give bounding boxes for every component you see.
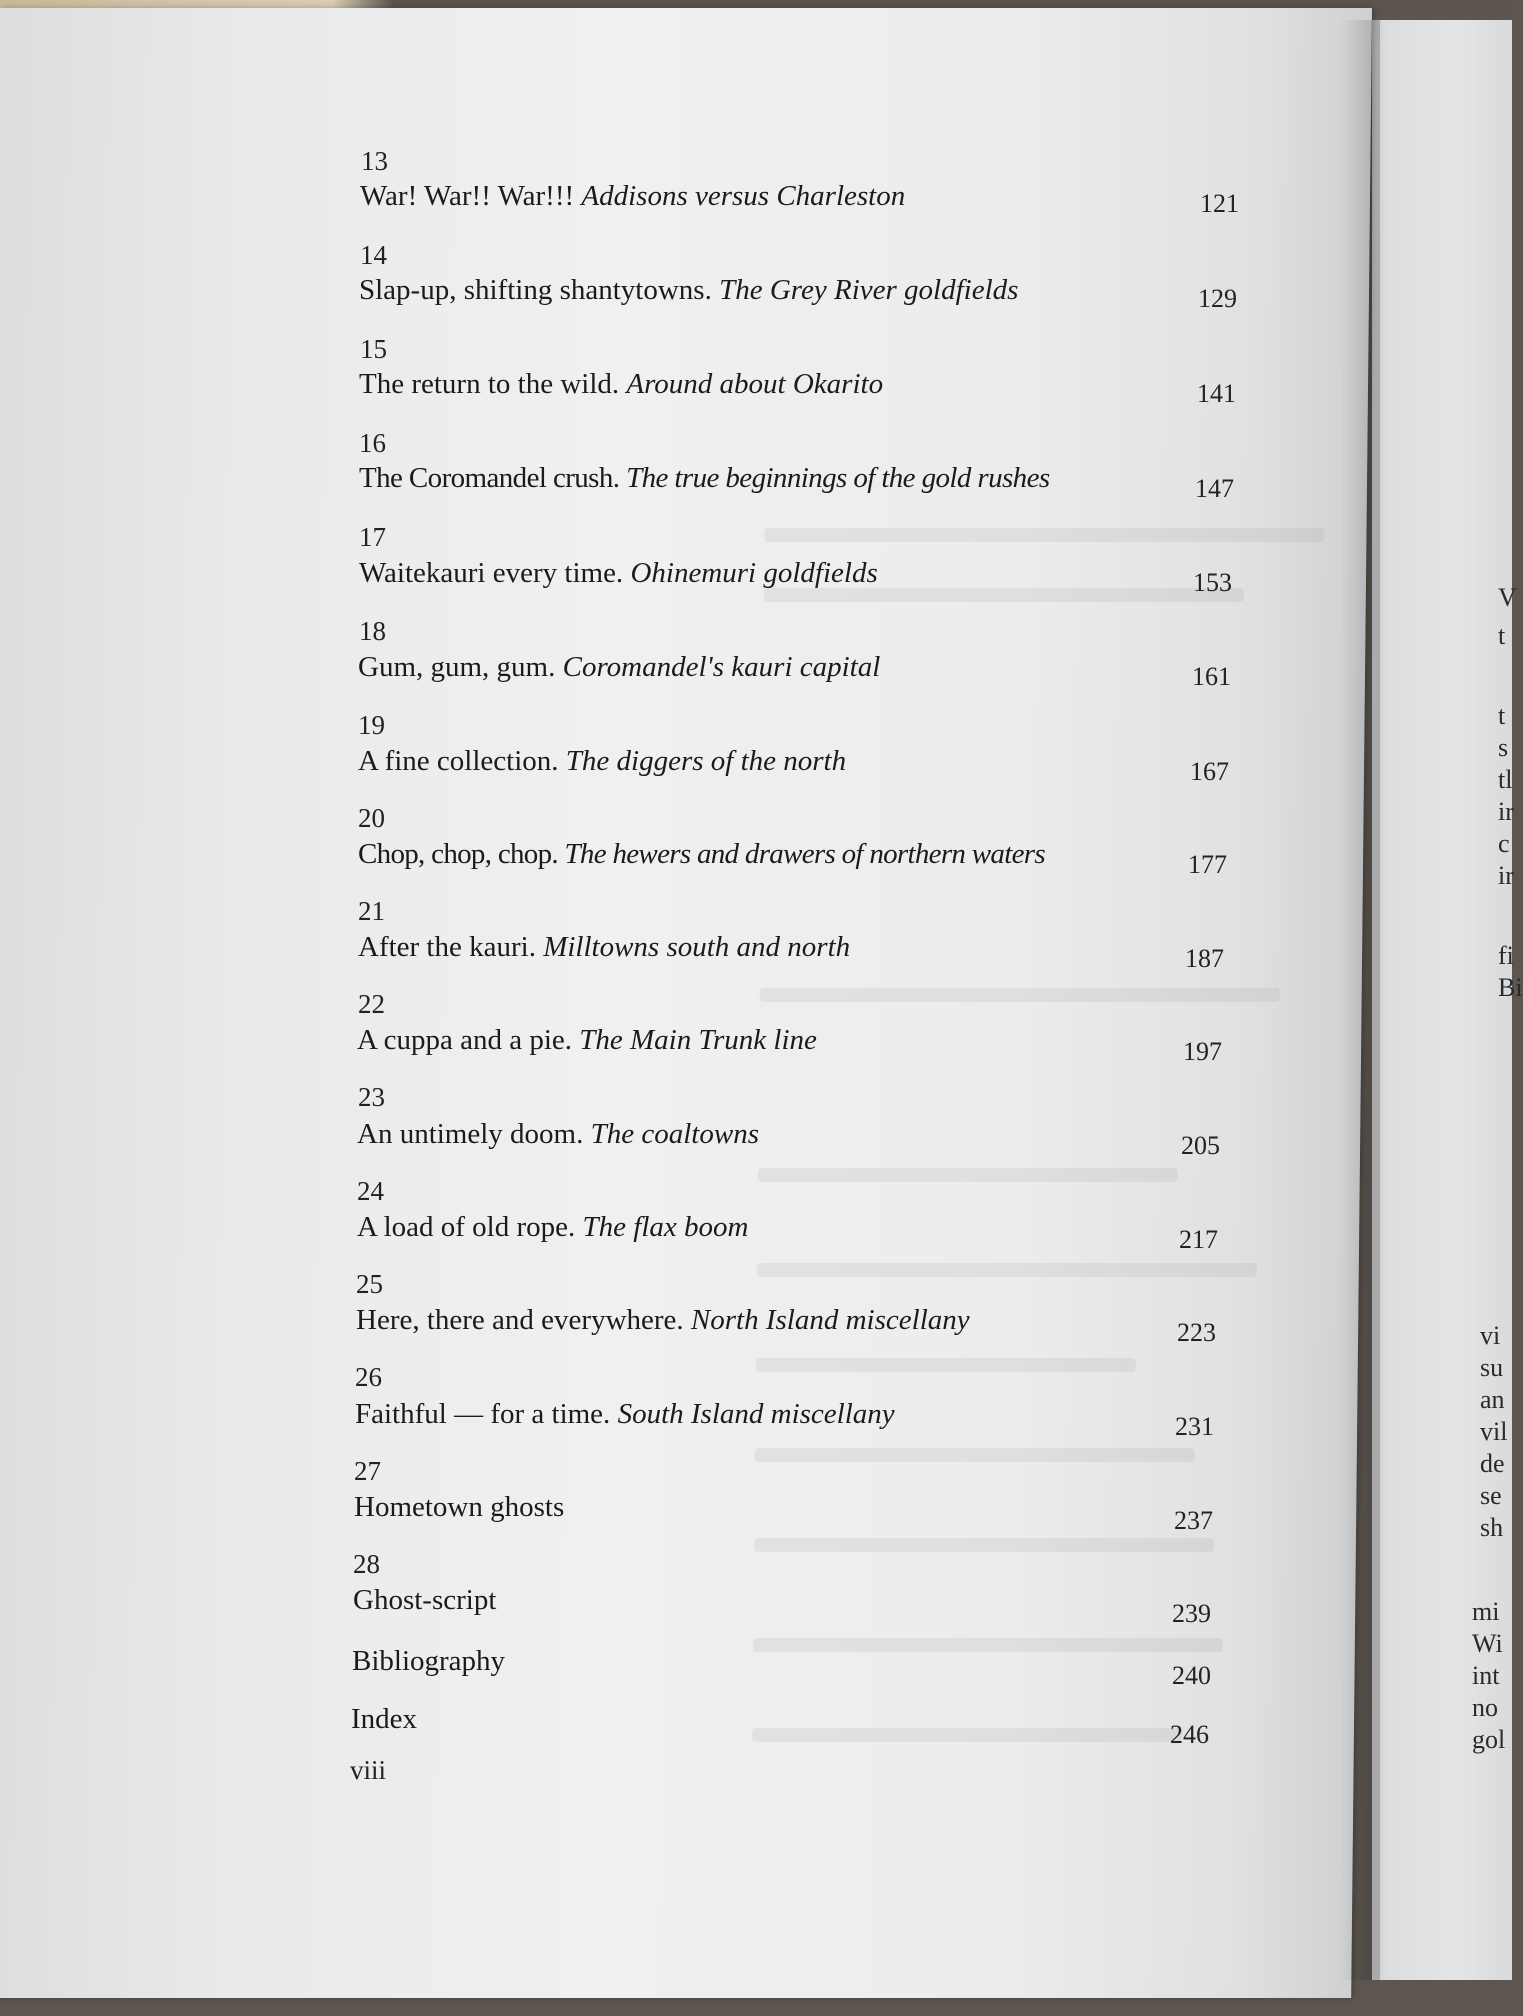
chapter-title: [354, 1491, 564, 1524]
facing-page-fragment: vi: [1480, 1321, 1501, 1350]
chapter-main-title: A fine collection.: [358, 745, 559, 777]
chapter-page-number: 223: [1177, 1318, 1216, 1347]
facing-page-fragment: su: [1480, 1353, 1504, 1382]
chapter-main-title: Index: [351, 1703, 418, 1735]
chapter-subtitle: South Island miscellany: [617, 1398, 895, 1430]
chapter-main-title: Here, there and everywhere.: [356, 1304, 684, 1336]
chapter-page-number: 237: [1174, 1506, 1213, 1535]
chapter-subtitle: Addisons versus Charleston: [581, 180, 906, 212]
chapter-main-title: War! War!! War!!!: [360, 180, 575, 212]
chapter-subtitle: The true beginnings of the gold rushes: [626, 462, 1050, 494]
facing-page-fragment: sh: [1480, 1513, 1504, 1542]
facing-page-fragment: t: [1498, 701, 1506, 730]
chapter-subtitle: The Grey River goldfields: [719, 274, 1019, 306]
chapter-title: [358, 931, 850, 964]
chapter-number: 26: [355, 1362, 382, 1392]
chapter-subtitle: The coaltowns: [590, 1118, 759, 1150]
chapter-subtitle: Coromandel's kauri capital: [562, 651, 881, 683]
chapter-title: [358, 745, 846, 778]
chapter-title: [359, 368, 883, 401]
facing-page-fragment: V: [1498, 583, 1517, 612]
chapter-main-title: A cuppa and a pie.: [357, 1024, 573, 1056]
chapter-page-number: 147: [1195, 474, 1234, 503]
chapter-page-number: 205: [1181, 1131, 1220, 1160]
facing-page-fragment: Wi: [1472, 1629, 1503, 1658]
facing-page-fragment: fi: [1498, 941, 1514, 970]
chapter-page-number: 246: [1170, 1720, 1209, 1749]
chapter-title: [357, 1024, 817, 1057]
chapter-title: [359, 274, 1018, 307]
chapter-title: [357, 1211, 748, 1244]
chapter-page-number: 121: [1200, 189, 1239, 218]
chapter-subtitle: The diggers of the north: [565, 745, 847, 777]
chapter-page-number: 167: [1190, 757, 1229, 786]
chapter-page-number: 217: [1179, 1225, 1218, 1254]
chapter-main-title: After the kauri.: [358, 931, 536, 963]
facing-page-fragment: int: [1472, 1661, 1500, 1690]
facing-page-fragment: mi: [1472, 1597, 1500, 1626]
chapter-main-title: Bibliography: [352, 1645, 506, 1677]
chapter-main-title: Waitekauri every time.: [359, 557, 624, 589]
chapter-page-number: 239: [1172, 1599, 1211, 1628]
chapter-number: 27: [354, 1456, 381, 1486]
facing-page-fragment: no: [1472, 1693, 1498, 1722]
chapter-subtitle: The hewers and drawers of northern waters: [564, 838, 1045, 870]
index-entry: [351, 1703, 417, 1736]
chapter-main-title: Ghost-script: [353, 1584, 497, 1616]
chapter-subtitle: The Main Trunk line: [579, 1024, 817, 1056]
chapter-number: 14: [360, 240, 387, 270]
facing-page-fragment: s: [1498, 733, 1509, 762]
chapter-title: [355, 1398, 895, 1431]
facing-page-fragment: vil: [1480, 1417, 1508, 1446]
chapter-subtitle: Around about Okarito: [626, 368, 884, 400]
bibliography-entry: [352, 1645, 505, 1678]
chapter-page-number: 240: [1172, 1661, 1211, 1690]
chapter-number: 17: [359, 522, 386, 552]
chapter-main-title: Faithful — for a time.: [355, 1398, 611, 1430]
chapter-title: [358, 838, 1045, 871]
chapter-page-number: 177: [1188, 850, 1227, 879]
facing-page-fragment: de: [1480, 1449, 1505, 1478]
chapter-title: [359, 557, 878, 590]
chapter-page-number: 197: [1183, 1037, 1222, 1066]
chapter-main-title: The Coromandel crush.: [359, 462, 620, 494]
chapter-main-title: Hometown ghosts: [354, 1491, 565, 1523]
chapter-main-title: Slap-up, shifting shantytowns.: [359, 274, 712, 306]
chapter-number: 16: [359, 428, 386, 458]
facing-page-fragment: ir: [1498, 861, 1514, 890]
facing-page-fragment: an: [1480, 1385, 1505, 1414]
chapter-subtitle: Milltowns south and north: [543, 931, 851, 963]
facing-page-fragment: gol: [1472, 1725, 1506, 1754]
chapter-number: 23: [358, 1082, 385, 1112]
chapter-number: 28: [353, 1549, 380, 1579]
chapter-subtitle: The flax boom: [582, 1211, 749, 1243]
chapter-subtitle: Ohinemuri goldfields: [630, 557, 878, 589]
chapter-title: [357, 1118, 759, 1151]
chapter-number: 25: [356, 1269, 383, 1299]
chapter-page-number: 161: [1192, 662, 1231, 691]
facing-page-fragment: ir: [1498, 797, 1514, 826]
chapter-number: 19: [358, 710, 385, 740]
chapter-title: [353, 1584, 496, 1617]
chapter-number: 18: [359, 616, 386, 646]
chapter-page-number: 231: [1175, 1412, 1214, 1441]
chapter-page-number: 153: [1193, 568, 1232, 597]
chapter-main-title: A load of old rope.: [357, 1211, 576, 1243]
chapter-number: 13: [361, 146, 388, 176]
chapter-main-title: An untimely doom.: [357, 1118, 584, 1150]
chapter-main-title: Chop, chop, chop.: [358, 838, 558, 870]
chapter-main-title: The return to the wild.: [359, 368, 620, 400]
facing-page-fragment: c: [1498, 829, 1510, 858]
chapter-number: 24: [357, 1176, 384, 1206]
chapter-page-number: 187: [1185, 944, 1224, 973]
facing-page-fragment: Bi: [1498, 973, 1523, 1002]
chapter-title: [356, 1304, 970, 1337]
chapter-page-number: 141: [1197, 379, 1236, 408]
chapter-title: [358, 651, 880, 684]
chapter-number: 21: [358, 896, 385, 926]
chapter-number: 20: [358, 803, 385, 833]
chapter-page-number: 129: [1198, 284, 1237, 313]
chapter-title: [359, 462, 1050, 495]
chapter-title: [360, 180, 905, 213]
chapter-number: 15: [360, 334, 387, 364]
chapter-subtitle: North Island miscellany: [690, 1304, 970, 1336]
chapter-main-title: Gum, gum, gum.: [358, 651, 556, 683]
facing-page-fragment: tl: [1498, 765, 1513, 794]
facing-page-fragment: t: [1498, 621, 1506, 650]
facing-page-fragment: se: [1480, 1481, 1502, 1510]
chapter-number: 22: [358, 989, 385, 1019]
page-folio: viii: [350, 1755, 387, 1785]
